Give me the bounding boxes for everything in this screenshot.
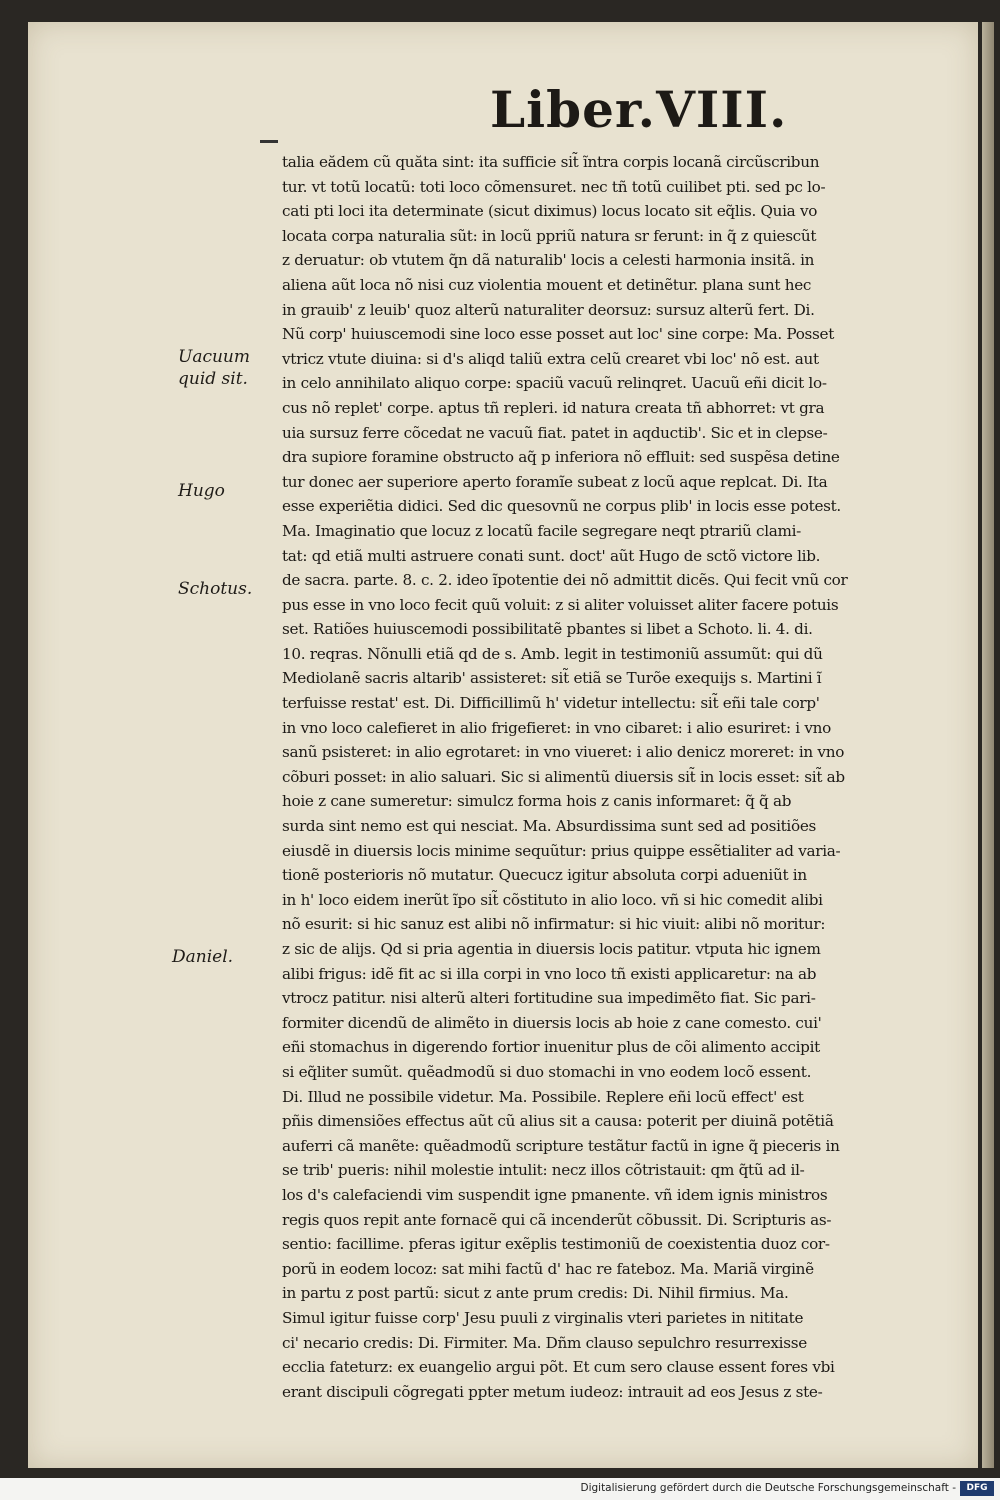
text-line: sanũ psisteret: in alio egrotaret: in vno viueret: i alio denicz moreret: in vno — [282, 743, 845, 762]
text-line: porũ in eodem locoz: sat mihi factũ d' hac re fateboz. Ma. Mariã virginẽ — [282, 1259, 814, 1278]
text-line: Mediolanẽ sacris altarib' assisteret: sit̃ etiã se Turõe exequijs s. Martini ĩ — [282, 669, 822, 688]
text-line: talia eădem cũ quăta sint: ita sufficie sit̃ ĩntra corpis locanã circũscribun — [282, 153, 820, 171]
text-line: tur donec aer superiore aperto foramĩe subeat z locũ aque replcat. Di. Ita — [282, 472, 828, 491]
page-edge — [982, 22, 994, 1468]
footer-credit: Digitalisierung gefördert durch die Deutsche Forschungsgemeinschaft - — [580, 1482, 956, 1494]
text-line: cati pti loci ita determinate (sicut diximus) locus locato sit eq̃lis. Quia vo — [282, 202, 818, 221]
text-line: regis quos repit ante fornacẽ qui cã incenderũt cõbussit. Di. Scripturis as- — [282, 1210, 832, 1229]
margin-note-daniel: Daniel. — [172, 947, 234, 967]
text-line: dra supiore foramine obstructo aq̃ p inferiora nõ effluit: sed suspẽsa detine — [282, 448, 840, 467]
text-line: cõburi posset: in alio saluari. Sic si alimentũ diuersis sit̃ in locis esset: sit̃ ab — [282, 767, 845, 786]
text-line: in partu z post partũ: sicut z ante prum credis: Di. Nihil firmius. Ma. — [282, 1284, 789, 1303]
text-line: Nũ corp' huiuscemodi sine loco esse posset aut loc' sine corpe: Ma. Posset — [282, 325, 835, 344]
text-line: tur. vt totũ locatũ: toti loco cõmensuret. nec tñ totũ cuilibet pti. sed pc lo- — [282, 177, 826, 196]
margin-dash — [260, 140, 278, 143]
margin-note-vacuum: Uacuum quid sit. — [178, 347, 251, 389]
dfg-logo: DFG — [960, 1481, 994, 1496]
text-line: cus nõ replet' corpe. aptus tñ repleri. id natura creata tñ abhorret: vt gra — [282, 398, 825, 417]
text-line: erant discipuli cõgregati ppter metum iudeoz: intrauit ad eos Jesus z ste- — [282, 1382, 823, 1401]
text-line: vtrocz patitur. nisi alterũ alteri fortitudine sua impedimẽto fiat. Sic pari- — [282, 989, 816, 1008]
footer-bar — [0, 1478, 1000, 1500]
text-line: in h' loco eidem inerũt ĩpo sit̃ cõstituto in alio loco. vñ si hic comedit alibi — [282, 890, 823, 909]
text-line: los d's calefaciendi vim suspendit igne pmanente. vñ idem ignis ministros — [282, 1185, 828, 1204]
text-line: formiter dicendũ de alimẽto in diuersis locis ab hoie z cane comesto. cui' — [282, 1013, 822, 1032]
text-line: in grauib' z leuib' quoz alterũ naturaliter deorsuz: sursuz alterũ fert. Di. — [282, 300, 815, 319]
text-line: terfuisse restat' est. Di. Difficillimũ h' videtur intellectu: sit̃ eñi tale corp' — [282, 694, 820, 713]
text-line: in celo annihilato aliquo corpe: spaciũ vacuũ relinqret. Uacuũ eñi dicit lo- — [282, 374, 827, 393]
text-line: esse experiẽtia didici. Sed dic quesovnũ ne corpus plib' in locis esse potest. — [282, 497, 841, 516]
margin-note-hugo: Hugo — [178, 481, 225, 501]
text-line: hoie z cane sumeretur: simulcz forma hois z canis informaret: q̃ q̃ ab — [282, 792, 792, 811]
text-line: de sacra. parte. 8. c. 2. ideo ĩpotentie dei nõ admittit dicẽs. Qui fecit vnũ cor — [282, 571, 848, 590]
text-line: aliena aũt loca nõ nisi cuz violentia mouent et detinẽtur. plana sunt hec — [282, 275, 812, 294]
running-head: Liber.VIII. — [490, 80, 788, 139]
text-line: pus esse in vno loco fecit quũ voluit: z si aliter voluisset aliter facere potuis — [282, 595, 839, 614]
text-line: nõ esurit: si hic sanuz est alibi nõ infirmatur: si hic viuit: alibi nõ moritur: — [282, 915, 826, 934]
text-line: z sic de alijs. Qd si pria agentia in diuersis locis patitur. vtputa hic ignem — [282, 940, 821, 958]
text-line: Ma. Imaginatio que locuz z locatũ facile segregare neqt ptrariũ clami- — [282, 521, 802, 540]
text-line: eiusdẽ in diuersis locis minime sequũtur: prius quippe essẽtialiter ad varia- — [282, 841, 841, 860]
text-line: uia sursuz ferre cõcedat ne vacuũ fiat. patet in aqductib'. Sic et in clepse- — [282, 423, 828, 442]
text-line: tionẽ posterioris nõ mutatur. Quecucz igitur absoluta corpi adueniũt in — [282, 866, 807, 885]
text-line: Simul igitur fuisse corp' Jesu puuli z virginalis vteri parietes in nititate — [282, 1308, 804, 1327]
text-line: sentio: facillime. pferas igitur exẽplis testimoniũ de coexistentia duoz cor- — [282, 1235, 830, 1254]
text-line: pñis dimensiões effectus aũt cũ alius sit a causa: poterit per diuinã potẽtiã — [282, 1112, 834, 1131]
text-line: eñi stomachus in digerendo fortior inuenitur plus de cõi alimento accipit — [282, 1038, 820, 1057]
text-line: ci' necario credis: Di. Firmiter. Ma. Dñm clauso sepulchro resurrexisse — [282, 1333, 807, 1352]
text-line: tat: qd etiã multi astruere conati sunt. doct' aũt Hugo de sctõ victore lib. — [282, 546, 821, 565]
text-line: alibi frigus: idẽ fit ac si illa corpi in vno loco tñ existi applicaretur: na ab — [282, 964, 817, 983]
text-line: in vno loco calefieret in alio frigefieret: in vno cibaret: i alio esuriret: i vno — [282, 718, 831, 737]
main-text-column — [282, 150, 932, 1401]
text-line: 10. reqras. Nõnulli etiã qd de s. Amb. legit in testimoniũ assumũt: qui dũ — [282, 644, 823, 663]
text-line: se trib' pueris: nihil molestie intulit: necz illos cõtristauit: qm q̃tũ ad il- — [282, 1161, 805, 1180]
text-line: set. Ratiões huiuscemodi possibilitatẽ pbantes si libet a Schoto. li. 4. di. — [282, 620, 813, 639]
text-line: surda sint nemo est qui nesciat. Ma. Absurdissima sunt sed ad positiões — [282, 817, 817, 836]
text-line: auferri cã manẽte: quẽadmodũ scripture testãtur factũ in igne q̃ pieceris in — [282, 1136, 840, 1155]
text-line: vtricz vtute diuina: si d's aliqd taliũ extra celũ crearet vbi loc' nõ est. aut — [282, 349, 819, 368]
text-line: Di. Illud ne possibile videtur. Ma. Possibile. Replere eñi locũ effect' est — [282, 1087, 804, 1106]
text-line: z deruatur: ob vtutem q̃n dã naturalib' locis a celesti harmonia insitã. in — [282, 251, 815, 270]
margin-note-schotus: Schotus. — [178, 579, 253, 599]
text-line: si eq̃liter sumũt. quẽadmodũ si duo stomachi in vno eodem locõ essent. — [282, 1062, 812, 1081]
text-line: locata corpa naturalia sũt: in locũ ppriũ natura sr ferunt: in q̃ z quiescũt — [282, 226, 817, 245]
text-line: ecclia fateturz: ex euangelio argui põt. Et cum sero clause essent fores vbi — [282, 1358, 835, 1377]
